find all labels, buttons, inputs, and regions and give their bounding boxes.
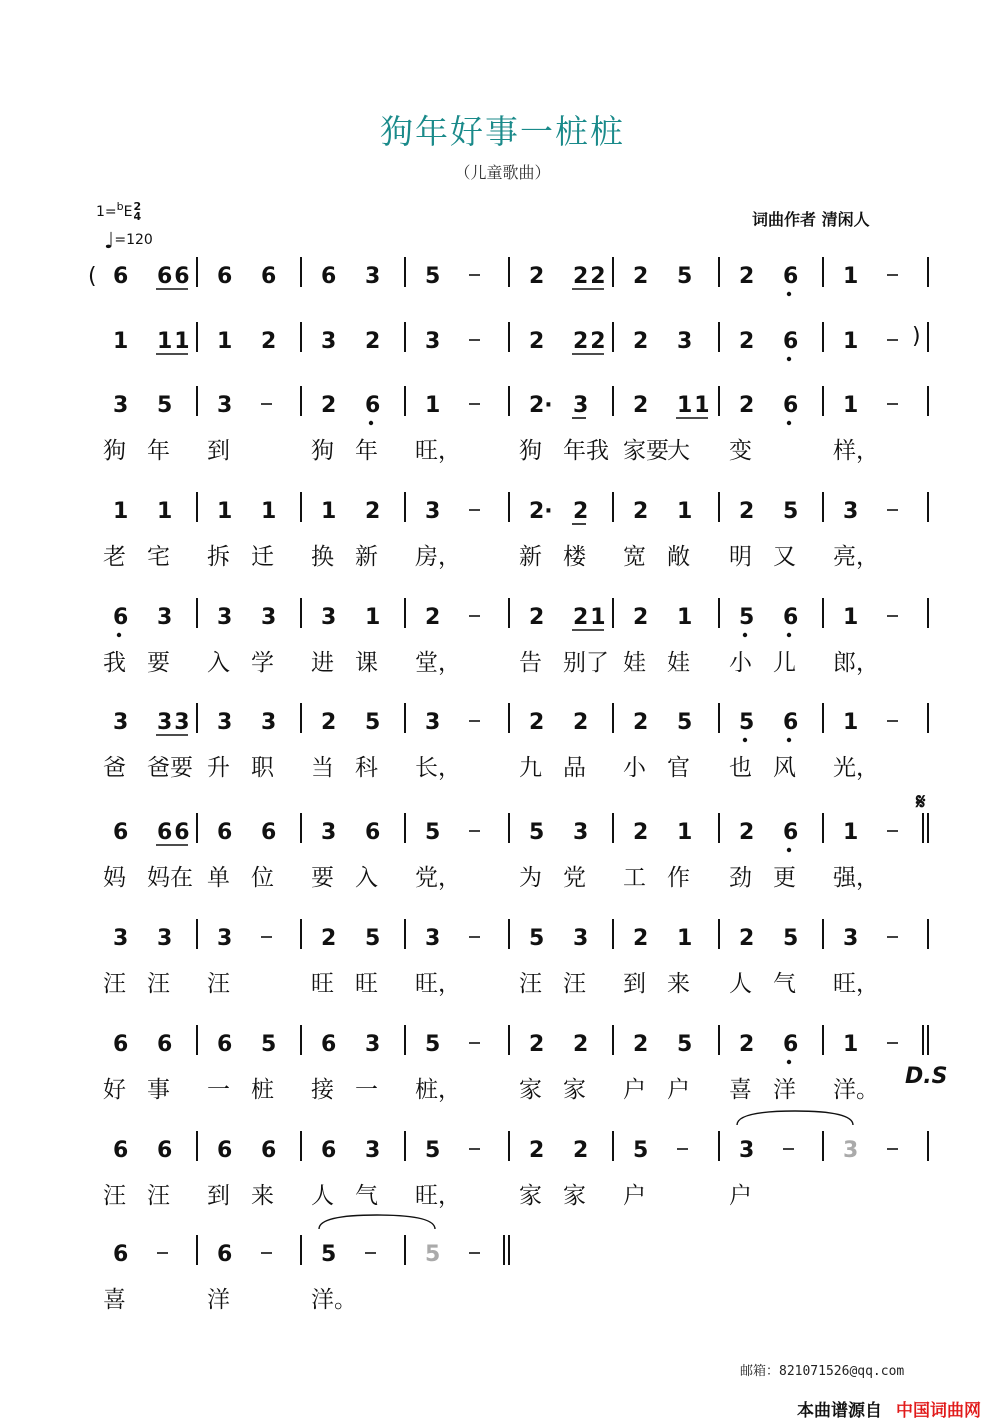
- note: 5: [677, 264, 693, 289]
- note: 5: [677, 710, 693, 735]
- note: 1: [113, 329, 129, 354]
- note: 2: [365, 499, 381, 524]
- note: 5: [633, 1138, 649, 1163]
- note: 2: [739, 393, 755, 418]
- lyric: 要: [147, 650, 170, 676]
- note: 6: [217, 1242, 233, 1267]
- note: 3: [261, 710, 277, 735]
- lower-octave-dot: [117, 633, 121, 637]
- note: 6: [783, 393, 799, 418]
- note: 6: [261, 820, 277, 845]
- lyric: 桩: [251, 1077, 274, 1103]
- song-subtitle: （儿童歌曲）: [454, 163, 551, 182]
- note: 3: [425, 710, 441, 735]
- lyric: 年: [355, 438, 378, 464]
- note: 5: [261, 1032, 277, 1057]
- note: 2: [529, 1032, 545, 1057]
- note: 3: [573, 926, 589, 951]
- lyric: 拆: [207, 544, 230, 570]
- lyric: 官: [667, 755, 690, 781]
- lyric: 旺，: [415, 438, 461, 464]
- note: 1: [157, 499, 173, 524]
- lower-octave-dot: [787, 357, 791, 361]
- note: 66: [157, 264, 192, 289]
- note: 5: [529, 926, 545, 951]
- note: 2: [321, 926, 337, 951]
- note: 3: [217, 710, 233, 735]
- note: 3: [843, 926, 859, 951]
- lyric: 桩，: [415, 1077, 461, 1103]
- note: 5: [425, 264, 441, 289]
- note: 1: [425, 393, 441, 418]
- lyric: 气: [355, 1183, 378, 1209]
- lyric: 敞: [667, 544, 690, 570]
- lyric: 变: [729, 438, 752, 464]
- tie-arc: [319, 1215, 435, 1229]
- lyric: 新: [355, 544, 378, 570]
- lyric: 妈: [103, 865, 126, 891]
- tie-arc: [737, 1111, 853, 1125]
- lyric: 学: [251, 650, 274, 676]
- lyric: 别了: [563, 650, 609, 676]
- note: 3: [425, 329, 441, 354]
- lyric: 要: [311, 865, 334, 891]
- note: 5: [425, 1138, 441, 1163]
- note: 1: [321, 499, 337, 524]
- note: 6: [113, 1032, 129, 1057]
- lyric: 换: [311, 544, 334, 570]
- note: 1: [843, 393, 859, 418]
- note: 6: [365, 820, 381, 845]
- note: 3: [217, 605, 233, 630]
- lyric: 老: [103, 544, 126, 570]
- lyric: 儿: [773, 650, 796, 676]
- note: 6: [217, 264, 233, 289]
- lyric: 汪: [207, 971, 230, 997]
- lower-octave-dot: [787, 421, 791, 425]
- lower-octave-dot: [787, 633, 791, 637]
- note: 3: [843, 499, 859, 524]
- note: 1: [677, 926, 693, 951]
- note: 1: [843, 264, 859, 289]
- lyric: 入: [207, 650, 230, 676]
- lower-octave-dot: [743, 738, 747, 742]
- lyric: 事: [147, 1077, 170, 1103]
- note: 2: [633, 926, 649, 951]
- lyric: 小: [729, 650, 752, 676]
- lyric: 旺，: [833, 971, 879, 997]
- note: 2: [739, 329, 755, 354]
- note: 6: [783, 329, 799, 354]
- lyric: 人: [311, 1183, 334, 1209]
- lyric: 汪: [103, 1183, 126, 1209]
- quarter-note-icon: ♩: [104, 229, 115, 254]
- note: 6: [321, 1138, 337, 1163]
- note: 3: [843, 1138, 859, 1163]
- lyric: 一: [207, 1077, 230, 1103]
- lyric: 旺，: [415, 1183, 461, 1209]
- note: 3: [113, 926, 129, 951]
- contact-email: 邮箱：821071526@qq.com: [740, 1364, 905, 1379]
- note: 21: [573, 605, 608, 630]
- lyric: 样，: [833, 438, 879, 464]
- lyric: 当: [311, 755, 334, 781]
- note: 2: [633, 605, 649, 630]
- note: 5: [321, 1242, 337, 1267]
- lyric: 风: [773, 755, 796, 781]
- source-site: 中国词曲网: [896, 1401, 981, 1421]
- note: 2: [739, 1032, 755, 1057]
- lower-octave-dot: [743, 633, 747, 637]
- lyric: 作: [667, 865, 690, 891]
- note: 2: [261, 329, 277, 354]
- note: 3: [425, 499, 441, 524]
- note: 3: [157, 605, 173, 630]
- note: 2: [633, 710, 649, 735]
- lyric: 九: [519, 755, 542, 781]
- note: 3: [365, 264, 381, 289]
- note: 2: [739, 820, 755, 845]
- note: 2: [633, 820, 649, 845]
- lyric: 家: [519, 1183, 542, 1209]
- note: 6: [217, 820, 233, 845]
- note: 1: [843, 605, 859, 630]
- lower-octave-dot: [787, 292, 791, 296]
- lyric: 爸: [103, 755, 126, 781]
- note: 1: [843, 329, 859, 354]
- note: 3: [157, 926, 173, 951]
- note: 3: [217, 393, 233, 418]
- time-top: 2: [133, 200, 142, 213]
- lyric: 到: [207, 1183, 230, 1209]
- note: 2: [633, 1032, 649, 1057]
- note: 1: [677, 605, 693, 630]
- note: 3: [677, 329, 693, 354]
- note: 1: [217, 329, 233, 354]
- note: 3: [365, 1138, 381, 1163]
- lyric: 娃: [667, 650, 690, 676]
- note: 2: [321, 393, 337, 418]
- note: 2·: [529, 499, 553, 524]
- lyric: 品: [563, 755, 586, 781]
- lyric: 妈在: [147, 865, 193, 891]
- lyric: 户: [623, 1077, 646, 1103]
- note: 6: [783, 710, 799, 735]
- key-note: E: [123, 204, 133, 220]
- note: 6: [113, 820, 129, 845]
- note: 33: [157, 710, 192, 735]
- lyric: 郎，: [833, 650, 879, 676]
- lyric: 家要: [623, 438, 669, 464]
- lyric: 强，: [833, 865, 879, 891]
- lyric: 娃: [623, 650, 646, 676]
- note: 6: [113, 605, 129, 630]
- lyric: 来: [251, 1183, 274, 1209]
- lyric: 工: [623, 865, 646, 891]
- note: 5: [365, 926, 381, 951]
- note: 3: [113, 710, 129, 735]
- note: 2: [739, 926, 755, 951]
- note: 5: [425, 820, 441, 845]
- lyric: 旺，: [415, 971, 461, 997]
- lyric: 人: [729, 971, 752, 997]
- lyric: 家: [519, 1077, 542, 1103]
- lyric: 升: [207, 755, 230, 781]
- note: 6: [157, 1138, 173, 1163]
- note: 6: [217, 1032, 233, 1057]
- lyric: 我: [103, 650, 126, 676]
- lyric: 年我: [563, 438, 609, 464]
- note: 2: [529, 329, 545, 354]
- lower-octave-dot: [787, 1060, 791, 1064]
- lyric: 汪: [147, 971, 170, 997]
- lyric: 喜: [103, 1287, 126, 1313]
- lyric: 告: [519, 650, 542, 676]
- note: 2: [529, 605, 545, 630]
- note: 2: [633, 393, 649, 418]
- lyric: 长，: [415, 755, 461, 781]
- lyric: 汪: [103, 971, 126, 997]
- lyric: 接: [311, 1077, 334, 1103]
- note: 2: [321, 710, 337, 735]
- note: 1: [365, 605, 381, 630]
- lyric: 户: [729, 1183, 752, 1209]
- lyric: 明: [729, 544, 752, 570]
- note: 1: [843, 710, 859, 735]
- lower-octave-dot: [787, 738, 791, 742]
- note: 6: [261, 1138, 277, 1163]
- note: 6: [157, 1032, 173, 1057]
- lyric: 劲: [729, 865, 752, 891]
- note: 3: [321, 820, 337, 845]
- lyric: 一: [355, 1077, 378, 1103]
- lyric: 新: [519, 544, 542, 570]
- note: 6: [783, 605, 799, 630]
- lower-octave-dot: [787, 848, 791, 852]
- lyric: 又: [773, 544, 796, 570]
- lyric: 年: [147, 438, 170, 464]
- lyric: 爸要: [147, 755, 193, 781]
- note: 1: [677, 499, 693, 524]
- note: 5: [529, 820, 545, 845]
- lyric: 楼: [563, 544, 586, 570]
- note: 2: [573, 1032, 589, 1057]
- lyric: 狗: [103, 438, 126, 464]
- lyric: 洋。: [311, 1287, 357, 1313]
- lyric: 位: [251, 865, 274, 891]
- lyric: 亮，: [833, 544, 879, 570]
- note: 22: [573, 329, 608, 354]
- note: 2: [529, 710, 545, 735]
- note: 6: [783, 264, 799, 289]
- segno-icon: 𝄋: [916, 790, 926, 815]
- note: 1: [843, 820, 859, 845]
- note: 2: [365, 329, 381, 354]
- lyric: 迁: [251, 544, 274, 570]
- note: 3: [573, 820, 589, 845]
- note: 2·: [529, 393, 553, 418]
- note: 3: [217, 926, 233, 951]
- lyric: 党: [563, 865, 586, 891]
- lyric: 旺: [311, 971, 334, 997]
- lyric: 到: [623, 971, 646, 997]
- open-parenthesis: (: [88, 264, 97, 289]
- note: 3: [321, 329, 337, 354]
- lyric: 进: [311, 650, 334, 676]
- lyric: 光，: [833, 755, 879, 781]
- note: 2: [529, 264, 545, 289]
- lyric: 户: [667, 1077, 690, 1103]
- key-prefix: 1=: [96, 204, 117, 220]
- note: 6: [365, 393, 381, 418]
- note: 3: [365, 1032, 381, 1057]
- note: 3: [425, 926, 441, 951]
- lyric: 汪: [147, 1183, 170, 1209]
- note: 3: [573, 393, 589, 418]
- note: 5: [425, 1242, 441, 1267]
- lyric: 房，: [415, 544, 461, 570]
- lower-octave-dot: [369, 421, 373, 425]
- note: 2: [573, 1138, 589, 1163]
- lyric: 党，: [415, 865, 461, 891]
- note: 2: [633, 329, 649, 354]
- lyric: 课: [355, 650, 378, 676]
- note: 2: [529, 1138, 545, 1163]
- note: 5: [677, 1032, 693, 1057]
- dal-segno-mark: D.S: [905, 1064, 948, 1089]
- lyric: 气: [773, 971, 796, 997]
- lyric: 科: [355, 755, 378, 781]
- flat-sign: b: [116, 200, 124, 213]
- note: 2: [739, 499, 755, 524]
- note: 5: [425, 1032, 441, 1057]
- lyric: 家: [563, 1183, 586, 1209]
- lyric: 家: [563, 1077, 586, 1103]
- lyric: 小: [623, 755, 646, 781]
- lyric: 为: [519, 865, 542, 891]
- lyric: 汪: [563, 971, 586, 997]
- note: 3: [321, 605, 337, 630]
- note: 5: [783, 926, 799, 951]
- lyric: 洋: [773, 1077, 796, 1103]
- lyric: 职: [251, 755, 274, 781]
- lyric: 单: [207, 865, 230, 891]
- note: 6: [321, 264, 337, 289]
- note: 2: [633, 499, 649, 524]
- lyric: 堂，: [415, 650, 461, 676]
- note: 5: [739, 710, 755, 735]
- note: 3: [113, 393, 129, 418]
- lyric: 喜: [729, 1077, 752, 1103]
- lyric: 洋: [207, 1287, 230, 1313]
- lyric: 宽: [623, 544, 646, 570]
- lyric: 狗: [311, 438, 334, 464]
- note: 5: [739, 605, 755, 630]
- note: 3: [739, 1138, 755, 1163]
- note: 5: [157, 393, 173, 418]
- lyric: 汪: [519, 971, 542, 997]
- source-credit: [797, 1396, 981, 1421]
- note: 1: [843, 1032, 859, 1057]
- lyric: 来: [667, 971, 690, 997]
- note: 6: [783, 1032, 799, 1057]
- composer-credit: 词曲作者 清闲人: [752, 210, 870, 229]
- note: 6: [321, 1032, 337, 1057]
- lyric: 也: [729, 755, 752, 781]
- note: 22: [573, 264, 608, 289]
- note: 11: [157, 329, 192, 354]
- time-bottom: 4: [133, 210, 142, 223]
- lyric: 洋。: [833, 1077, 879, 1103]
- note: 2: [739, 264, 755, 289]
- note: 6: [113, 264, 129, 289]
- note: 6: [783, 820, 799, 845]
- note: 5: [365, 710, 381, 735]
- source-label: 本曲谱源自: [797, 1401, 882, 1421]
- note: 6: [261, 264, 277, 289]
- note: 2: [425, 605, 441, 630]
- note: 2: [633, 264, 649, 289]
- lyric: 狗: [519, 438, 542, 464]
- lyric: 宅: [147, 544, 170, 570]
- note: 66: [157, 820, 192, 845]
- note: 6: [217, 1138, 233, 1163]
- lyric: 户: [623, 1183, 646, 1209]
- note: 1: [677, 820, 693, 845]
- note: 6: [113, 1242, 129, 1267]
- note: 1: [217, 499, 233, 524]
- lyric: 到: [207, 438, 230, 464]
- lyric: 大: [667, 438, 690, 464]
- lyric: 入: [355, 865, 378, 891]
- lyric: 更: [773, 865, 796, 891]
- lyric: 好: [103, 1077, 126, 1103]
- note: 11: [677, 393, 712, 418]
- note: 2: [573, 710, 589, 735]
- note: 3: [261, 605, 277, 630]
- song-title: 狗年好事一桩桩: [380, 112, 625, 151]
- close-parenthesis: ): [912, 324, 921, 349]
- note: 1: [261, 499, 277, 524]
- lyric: 旺: [355, 971, 378, 997]
- note: 6: [113, 1138, 129, 1163]
- note: 2: [573, 499, 589, 524]
- note: 5: [783, 499, 799, 524]
- tempo-value: =120: [114, 232, 153, 248]
- note: 1: [113, 499, 129, 524]
